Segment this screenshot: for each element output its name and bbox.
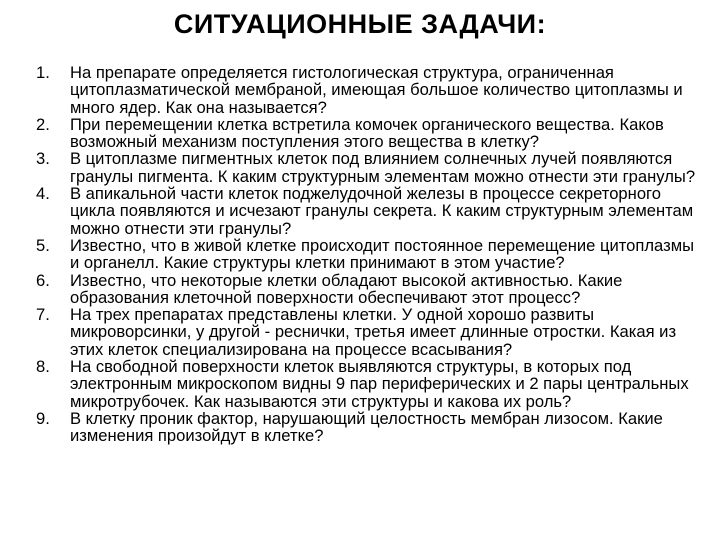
- task-number: 9.: [36, 408, 50, 428]
- task-item: [36, 64, 706, 116]
- task-text: Известно, что некоторые клетки обладают высокой активностью. Какие образования клеточной поверхности обеспечивают этот процесс?: [70, 270, 623, 307]
- task-text: При перемещении клетка встретила комочек органического вещества. Каков возможный механизм поступления этого вещества в клетку?: [70, 114, 664, 152]
- task-item: [36, 237, 706, 272]
- task-number: 8.: [36, 357, 50, 377]
- task-text: На трех препаратах представлены клетки. У одной хорошо развиты микроворсинки, у другой - реснички, третья имеет длинные отростки. Какая из этих клеток специализирована на процессе всасывания?: [70, 305, 677, 359]
- task-number: 3.: [36, 149, 50, 169]
- task-number: 2.: [36, 114, 50, 134]
- task-number: 4.: [36, 184, 50, 204]
- task-text: В апикальной части клеток поджелудочной железы в процессе секреторного цикла появляются и исчезают гранулы секрета. К каким структурным элементам можно отнести эти гранулы?: [70, 184, 694, 238]
- task-item: [36, 358, 706, 410]
- task-text: Известно, что в живой клетке происходит постоянное перемещение цитоплазмы и органелл. Какие структуры клетки принимают в этом участие?: [70, 235, 695, 273]
- page-title: СИТУАЦИОННЫЕ ЗАДАЧИ:: [173, 9, 547, 39]
- task-item: [36, 306, 706, 358]
- task-list: [36, 64, 706, 445]
- task-item: [36, 272, 706, 307]
- task-item: [36, 185, 706, 237]
- task-number: 6.: [36, 270, 50, 290]
- task-item: [36, 116, 706, 151]
- task-number: 1.: [36, 63, 50, 82]
- task-text: На препарате определяется гистологическая структура, ограниченная цитоплазматической мембраной, имеющая большое количество цитоплазмы и много ядер. Как она называется?: [70, 63, 683, 117]
- task-item: [36, 410, 706, 445]
- task-text: На свободной поверхности клеток выявляются структуры, в которых под электронным микроскопом видны 9 пар периферических и 2 пары центральных микротрубочек. Как называются эти структуры и какова их роль?: [70, 357, 689, 411]
- task-item: [36, 150, 706, 185]
- task-number: 5.: [36, 235, 50, 255]
- task-text: В цитоплазме пигментных клеток под влиянием солнечных лучей появляются гранулы пигмента. К каким структурным элементам можно отнести эти гранулы?: [70, 149, 696, 186]
- task-text: В клетку проник фактор, нарушающий целостность мембран лизосом. Какие изменения произойдут в клетке?: [70, 408, 663, 446]
- task-number: 7.: [36, 305, 50, 325]
